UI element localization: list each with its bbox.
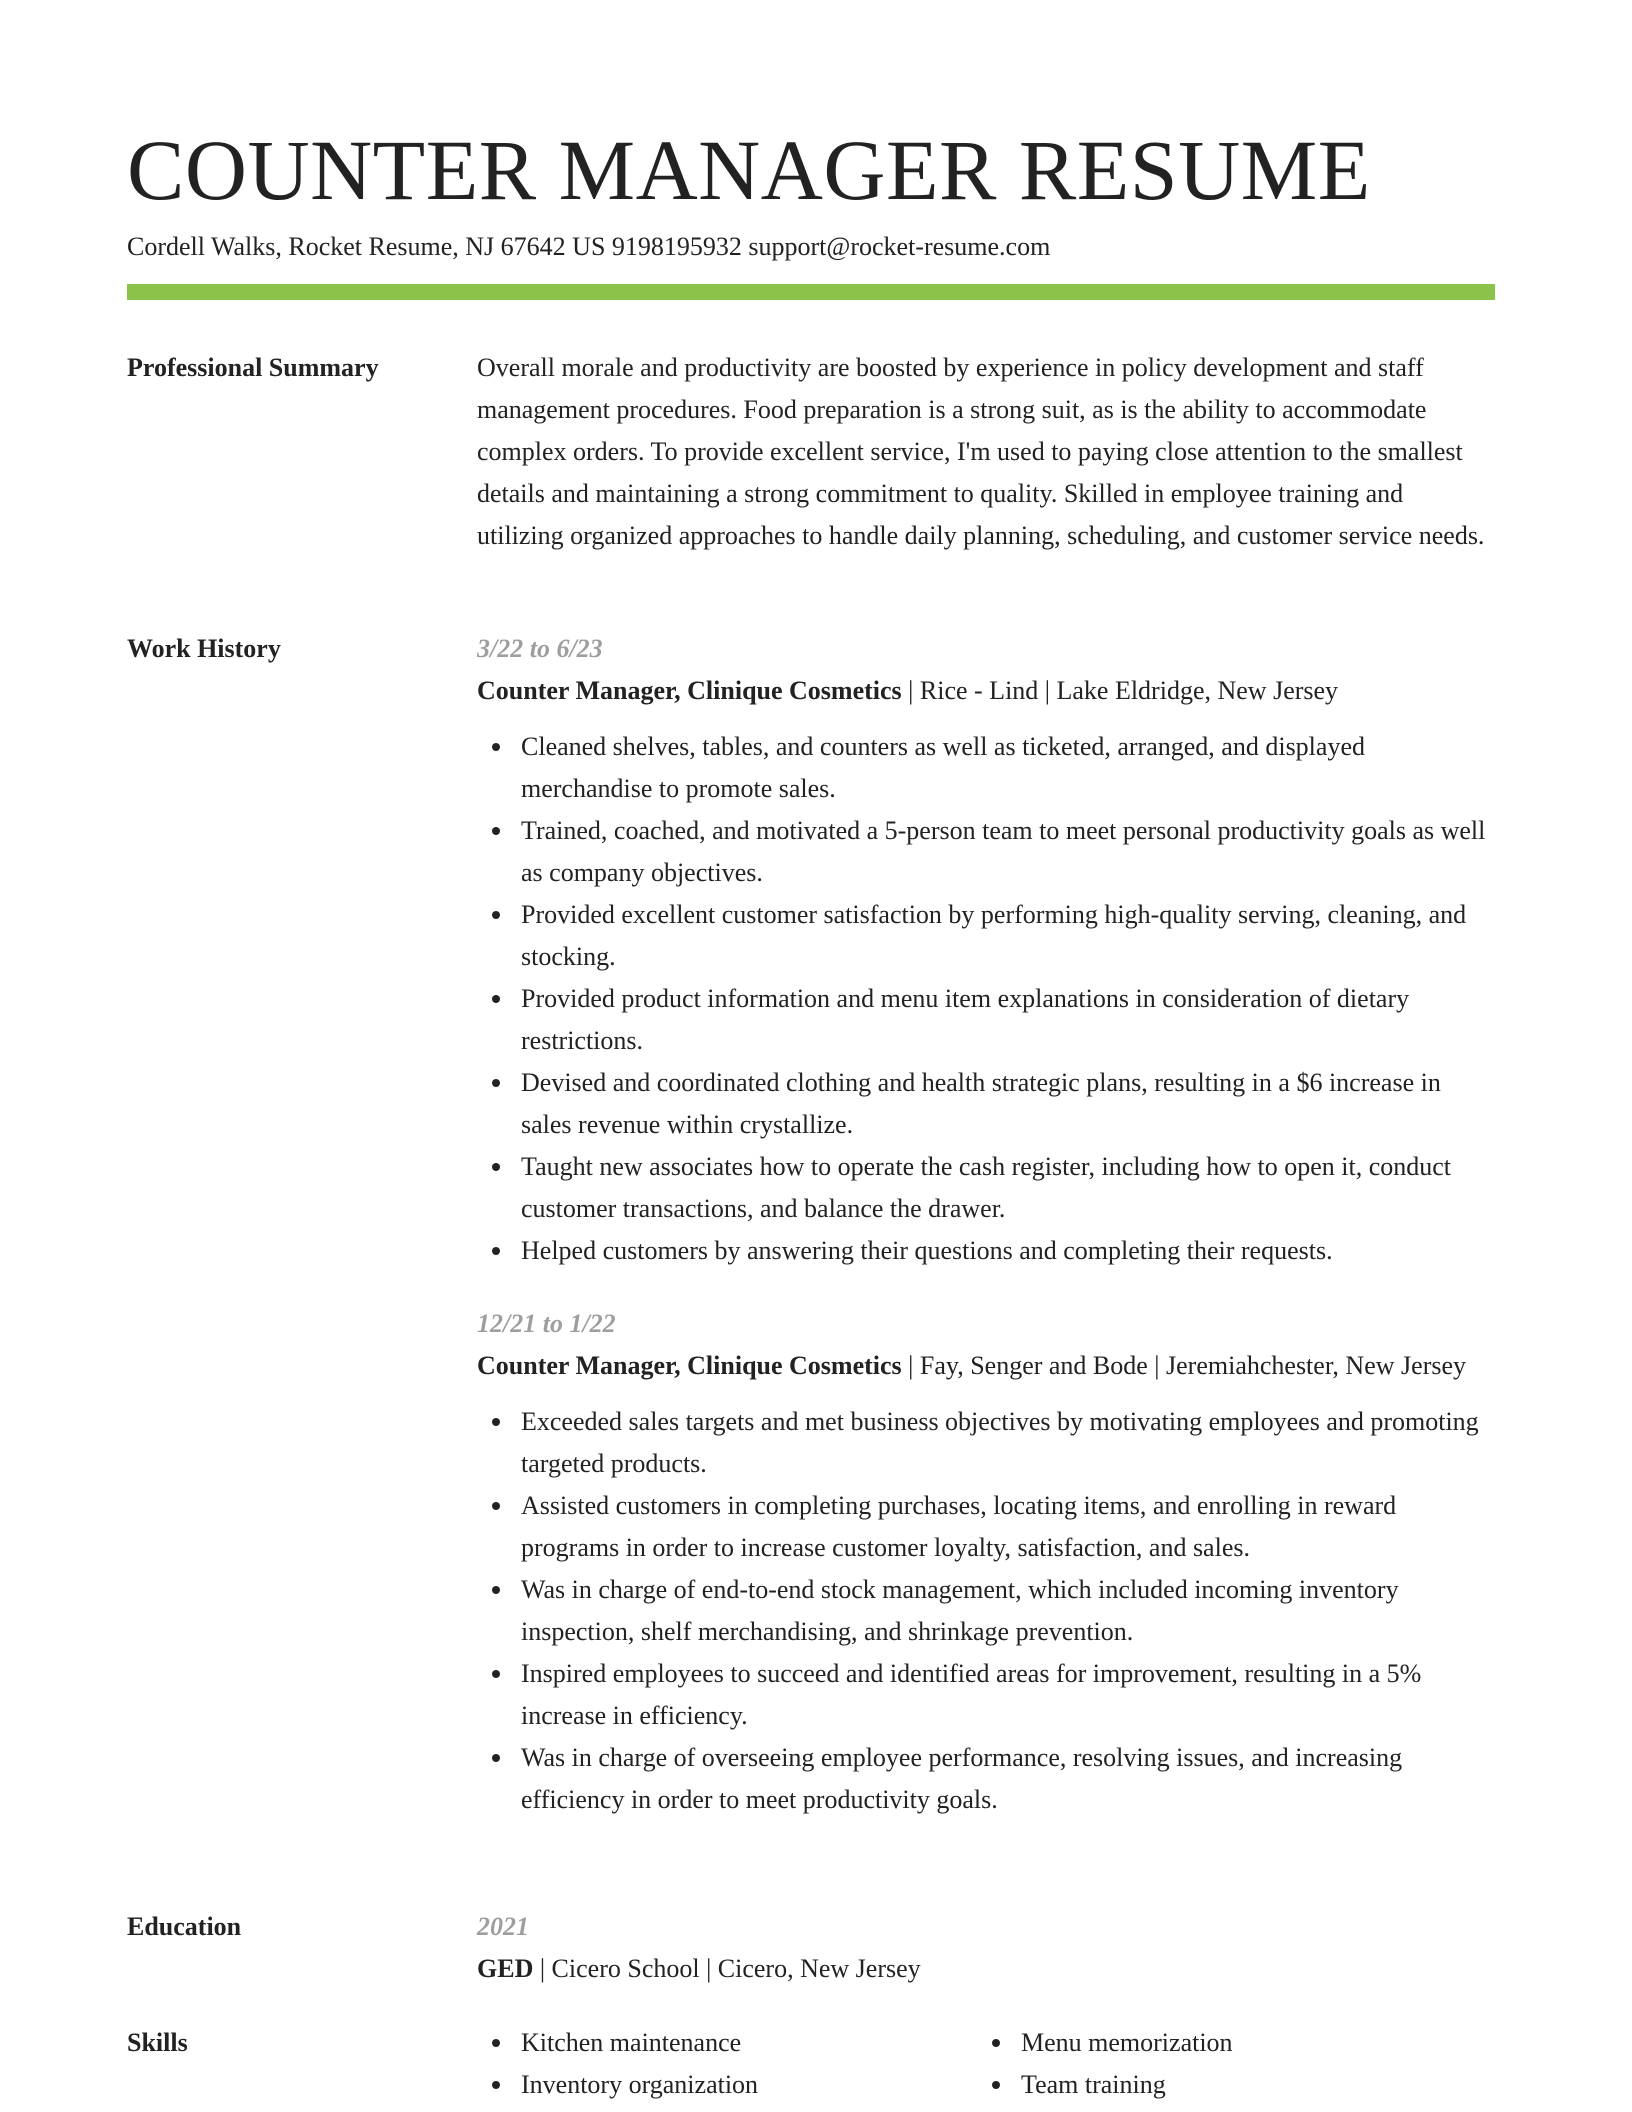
work-history-section <box>477 628 1495 1821</box>
job-bullets <box>477 726 1495 1272</box>
list-item: Helped customers by answering their questions and completing their requests. <box>521 1230 1495 1272</box>
job-details: | Fay, Senger and Bode | Jeremiahchester, New Jersey <box>901 1351 1467 1380</box>
list-item: Taught new associates how to operate the cash register, including how to open it, conduct customer transactions, and balance the drawer. <box>521 1146 1495 1230</box>
education-line <box>477 1948 1495 1990</box>
job-title: Counter Manager, Clinique Cosmetics <box>477 676 902 705</box>
list-item: Devised and coordinated clothing and health strategic plans, resulting in a $6 increase in sales revenue within crystallize. <box>521 1062 1495 1146</box>
job-entry <box>477 1303 1495 1821</box>
skill-item: Menu memorization <box>1021 2022 1477 2064</box>
job-entry <box>477 628 1495 1272</box>
contact-line: Cordell Walks, Rocket Resume, NJ 67642 US 9198195932 support@rocket-resume.com <box>127 232 1051 261</box>
summary-heading: Professional Summary <box>127 353 379 382</box>
work-history-heading: Work History <box>127 634 281 663</box>
list-item: Provided product information and menu item explanations in consideration of dietary restrictions. <box>521 978 1495 1062</box>
job-dates: 12/21 to 1/22 <box>477 1309 616 1338</box>
skills-heading: Skills <box>127 2028 188 2057</box>
job-details: | Rice - Lind | Lake Eldridge, New Jersey <box>901 676 1339 705</box>
education-details: | Cicero School | Cicero, New Jersey <box>533 1954 921 1983</box>
education-heading: Education <box>127 1912 242 1941</box>
list-item: Provided excellent customer satisfaction by performing high-quality serving, cleaning, and stocking. <box>521 894 1495 978</box>
job-role-line <box>477 670 1495 712</box>
education-degree: GED <box>477 1954 534 1983</box>
list-item: Assisted customers in completing purchases, locating items, and enrolling in reward programs in order to increase customer loyalty, satisfaction, and sales. <box>521 1485 1495 1569</box>
skills-section <box>477 2022 1495 2106</box>
page-title: COUNTER MANAGER RESUME <box>127 122 1371 218</box>
skills-list-left <box>477 2022 977 2106</box>
list-item: Trained, coached, and motivated a 5-person team to meet personal productivity goals as well as company objectives. <box>521 810 1495 894</box>
summary-section <box>477 347 1495 557</box>
skill-item: Kitchen maintenance <box>521 2022 977 2064</box>
list-item: Cleaned shelves, tables, and counters as well as ticketed, arranged, and displayed merchandise to promote sales. <box>521 726 1495 810</box>
header-divider <box>127 284 1495 300</box>
summary-text: Overall morale and productivity are boosted by experience in policy development and staff management procedures. Food preparation is a strong suit, as is the ability to accommodate complex orders. To provide excellent service, I'm used to paying close attention to the smallest details and maintaining a strong commitment to quality. Skilled in employee training and utilizing organized approaches to handle daily planning, scheduling, and customer service needs. <box>477 353 1485 550</box>
list-item: Inspired employees to succeed and identified areas for improvement, resulting in a 5% increase in efficiency. <box>521 1653 1495 1737</box>
skill-item: Inventory organization <box>521 2064 977 2106</box>
skills-grid <box>477 2022 1495 2106</box>
skills-list-right <box>977 2022 1477 2106</box>
job-dates: 3/22 to 6/23 <box>477 634 603 663</box>
education-year: 2021 <box>477 1912 529 1941</box>
education-section <box>477 1906 1495 1990</box>
job-title: Counter Manager, Clinique Cosmetics <box>477 1351 902 1380</box>
skill-item: Team training <box>1021 2064 1477 2106</box>
list-item: Was in charge of overseeing employee performance, resolving issues, and increasing efficiency in order to meet productivity goals. <box>521 1737 1495 1821</box>
list-item: Exceeded sales targets and met business objectives by motivating employees and promoting targeted products. <box>521 1401 1495 1485</box>
list-item: Was in charge of end-to-end stock management, which included incoming inventory inspection, shelf merchandising, and shrinkage prevention. <box>521 1569 1495 1653</box>
job-bullets <box>477 1401 1495 1821</box>
job-role-line <box>477 1345 1495 1387</box>
